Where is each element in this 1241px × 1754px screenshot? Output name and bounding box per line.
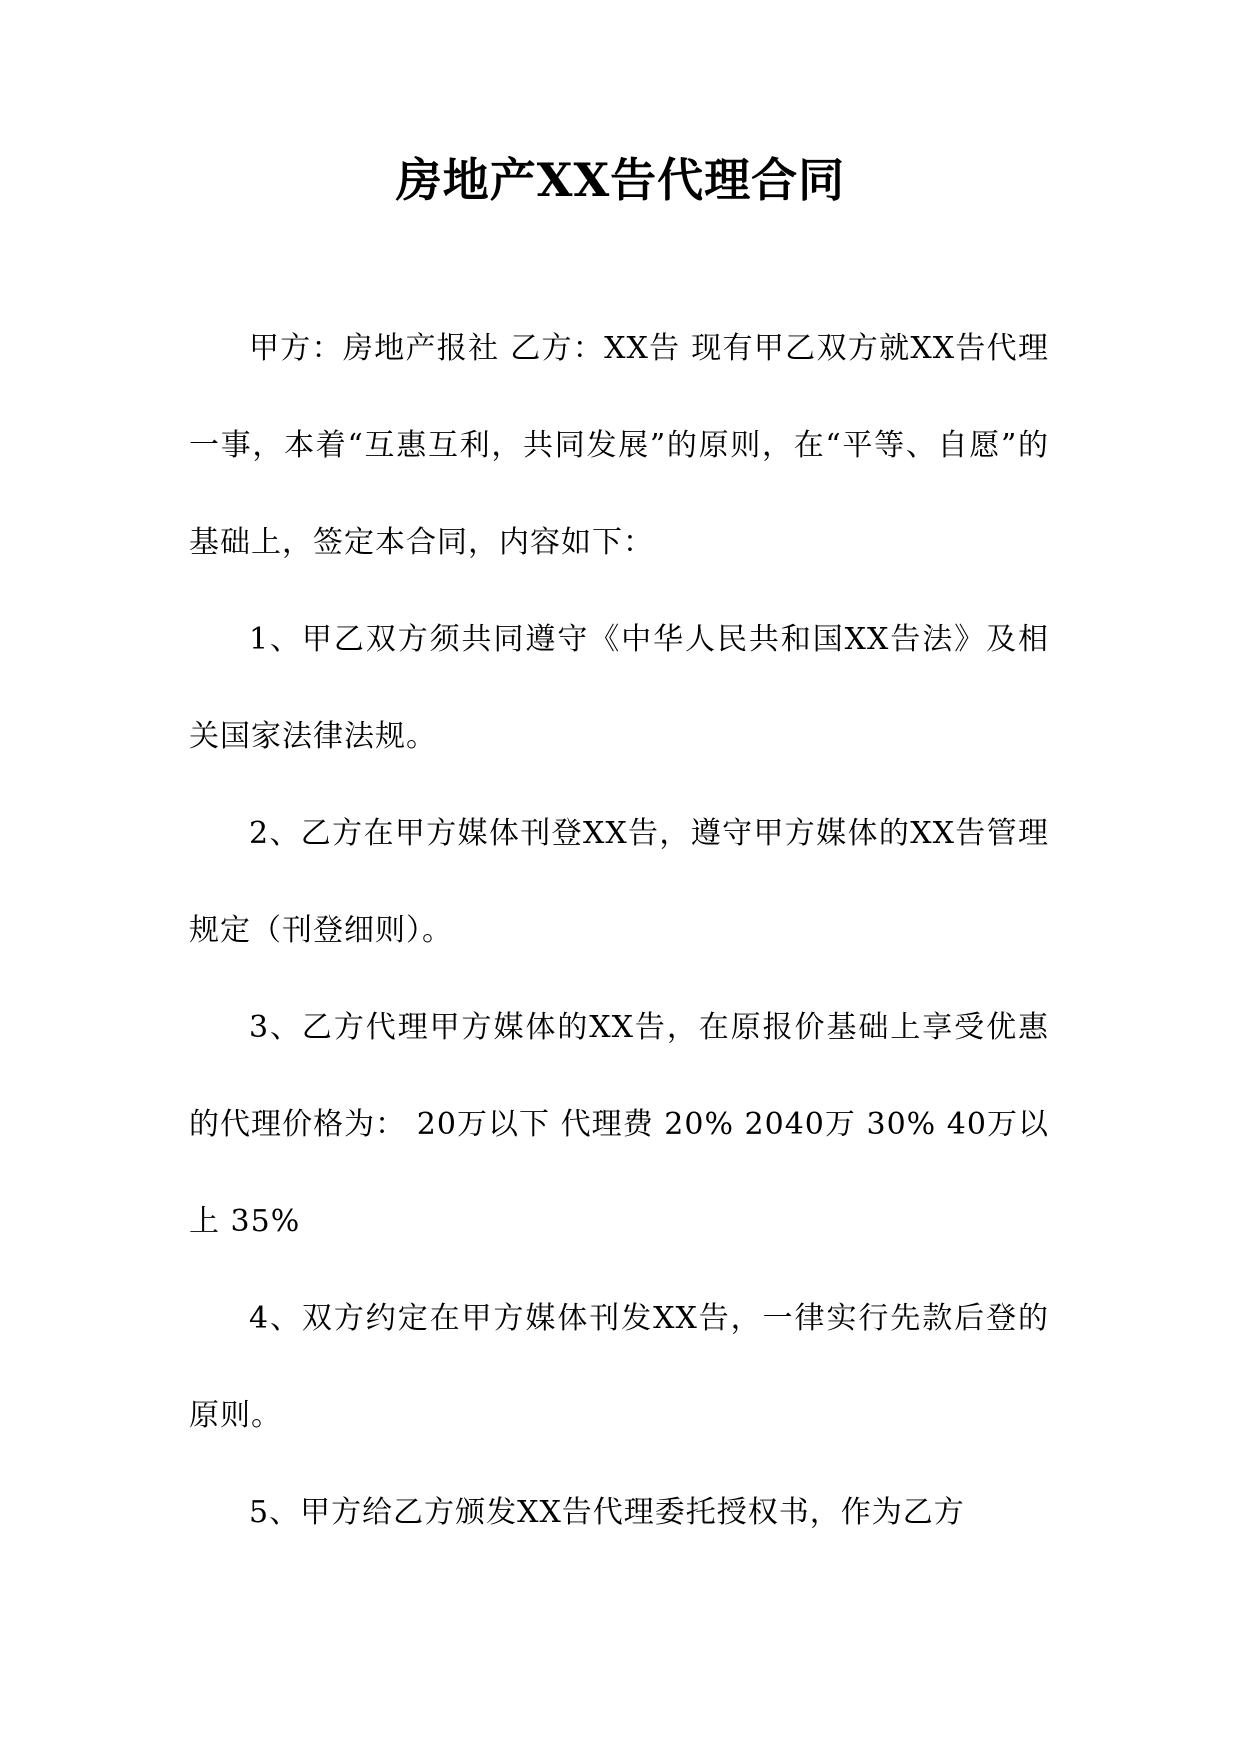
paragraph-clause-2: 2、乙方在甲方媒体刊登XX告，遵守甲方媒体的XX告管理规定（刊登细则）。 [189, 816, 1049, 948]
document-body [189, 300, 1049, 1561]
document-title: 房地产XX告代理合同 [395, 153, 846, 207]
paragraph-preamble: 甲方：房地产报社 乙方：XX告 现有甲乙双方就XX告代理一事，本着“互惠互利，共同发展”的原则，在“平等、自愿”的基础上，签定本合同，内容如下： [189, 331, 1049, 560]
paragraph-clause-3: 3、乙方代理甲方媒体的XX告，在原报价基础上享受优惠的代理价格为： 20万以下 代理费 20% 2040万 30% 40万以上 35% [189, 1010, 1049, 1239]
paragraph-clause-4: 4、双方约定在甲方媒体刊发XX告，一律实行先款后登的原则。 [189, 1301, 1049, 1433]
paragraph-clause-1: 1、甲乙双方须共同遵守《中华人民共和国XX告法》及相关国家法律法规。 [189, 622, 1049, 754]
paragraph-clause-5: 5、甲方给乙方颁发XX告代理委托授权书，作为乙方 [249, 1495, 965, 1530]
